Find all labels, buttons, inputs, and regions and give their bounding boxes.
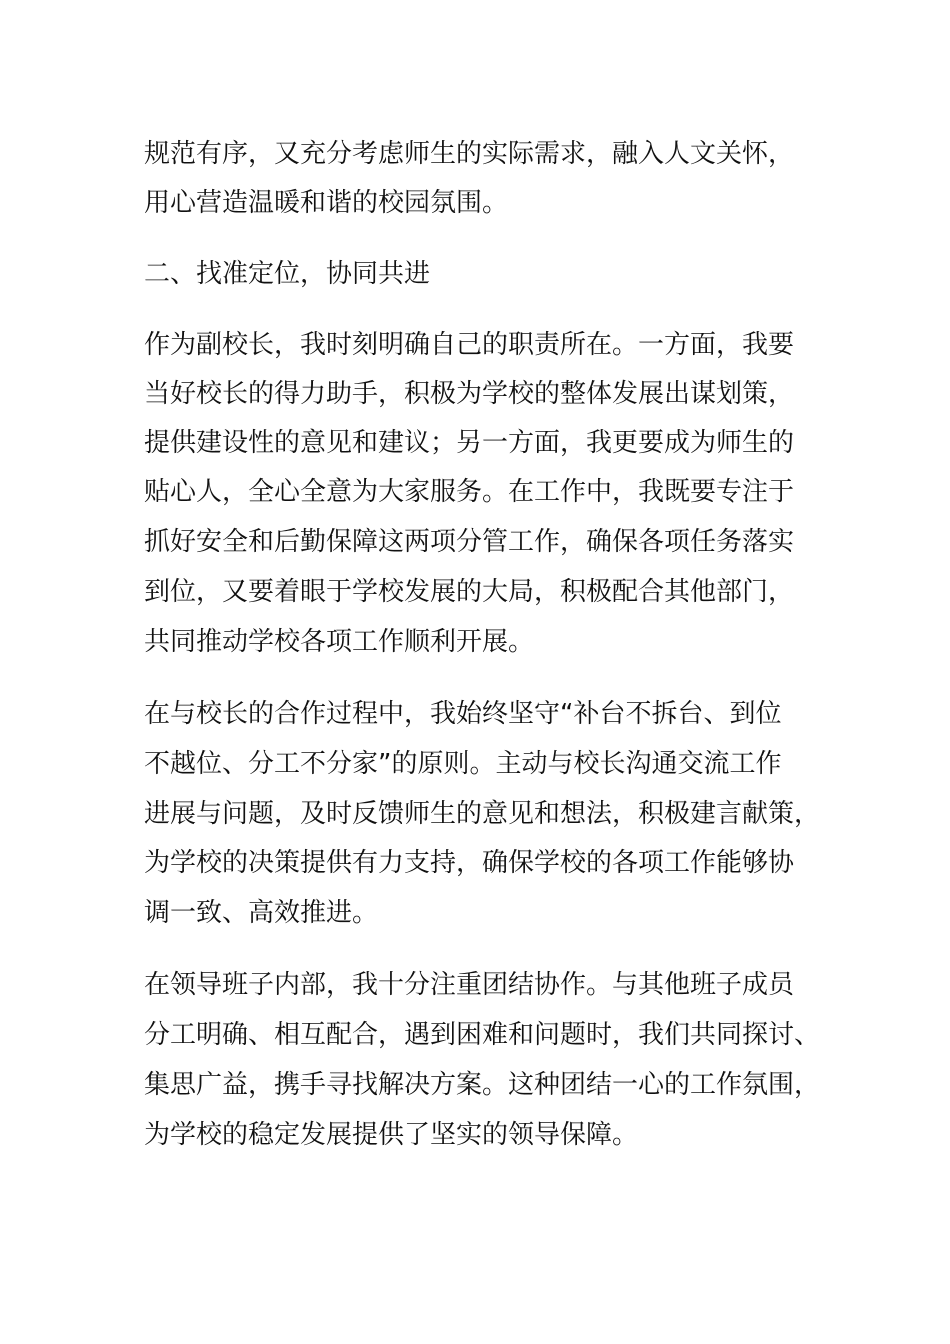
- paragraph-2-line-5: 抓好安全和后勤保障这两项分管工作，确保各项任务落实: [144, 527, 795, 557]
- section-heading: 二、找准定位，协同共进: [144, 259, 431, 289]
- paragraph-3-line-4: 为学校的决策提供有力支持，确保学校的各项工作能够协: [144, 848, 795, 878]
- paragraph-1-line-1: 规范有序，又充分考虑师生的实际需求，融入人文关怀，: [144, 139, 795, 169]
- paragraph-2-line-4: 贴心人，全心全意为大家服务。在工作中，我既要专注于: [144, 477, 795, 507]
- paragraph-4-line-1: 在领导班子内部，我十分注重团结协作。与其他班子成员: [144, 970, 795, 1000]
- paragraph-4-line-4: 为学校的稳定发展提供了坚实的领导保障。: [144, 1120, 639, 1150]
- paragraph-3-line-3: 进展与问题，及时反馈师生的意见和想法，积极建言献策，: [144, 799, 821, 829]
- paragraph-2-line-7: 共同推动学校各项工作顺利开展。: [144, 627, 535, 657]
- paragraph-3-line-2: 不越位、分工不分家”的原则。主动与校长沟通交流工作: [144, 749, 782, 779]
- paragraph-2-line-1: 作为副校长，我时刻明确自己的职责所在。一方面，我要: [144, 330, 795, 360]
- paragraph-3-line-1: 在与校长的合作过程中，我始终坚守“补台不拆台、到位: [144, 699, 782, 729]
- paragraph-4-line-3: 集思广益，携手寻找解决方案。这种团结一心的工作氛围，: [144, 1070, 821, 1100]
- paragraph-1-line-2: 用心营造温暖和谐的校园氛围。: [144, 188, 509, 218]
- paragraph-3-line-5: 调一致、高效推进。: [144, 898, 379, 928]
- paragraph-2-line-6: 到位，又要着眼于学校发展的大局，积极配合其他部门，: [144, 577, 795, 607]
- paragraph-2-line-3: 提供建设性的意见和建议；另一方面，我更要成为师生的: [144, 428, 795, 458]
- paragraph-4-line-2: 分工明确、相互配合，遇到困难和问题时，我们共同探讨、: [144, 1020, 821, 1050]
- paragraph-2-line-2: 当好校长的得力助手，积极为学校的整体发展出谋划策，: [144, 379, 795, 409]
